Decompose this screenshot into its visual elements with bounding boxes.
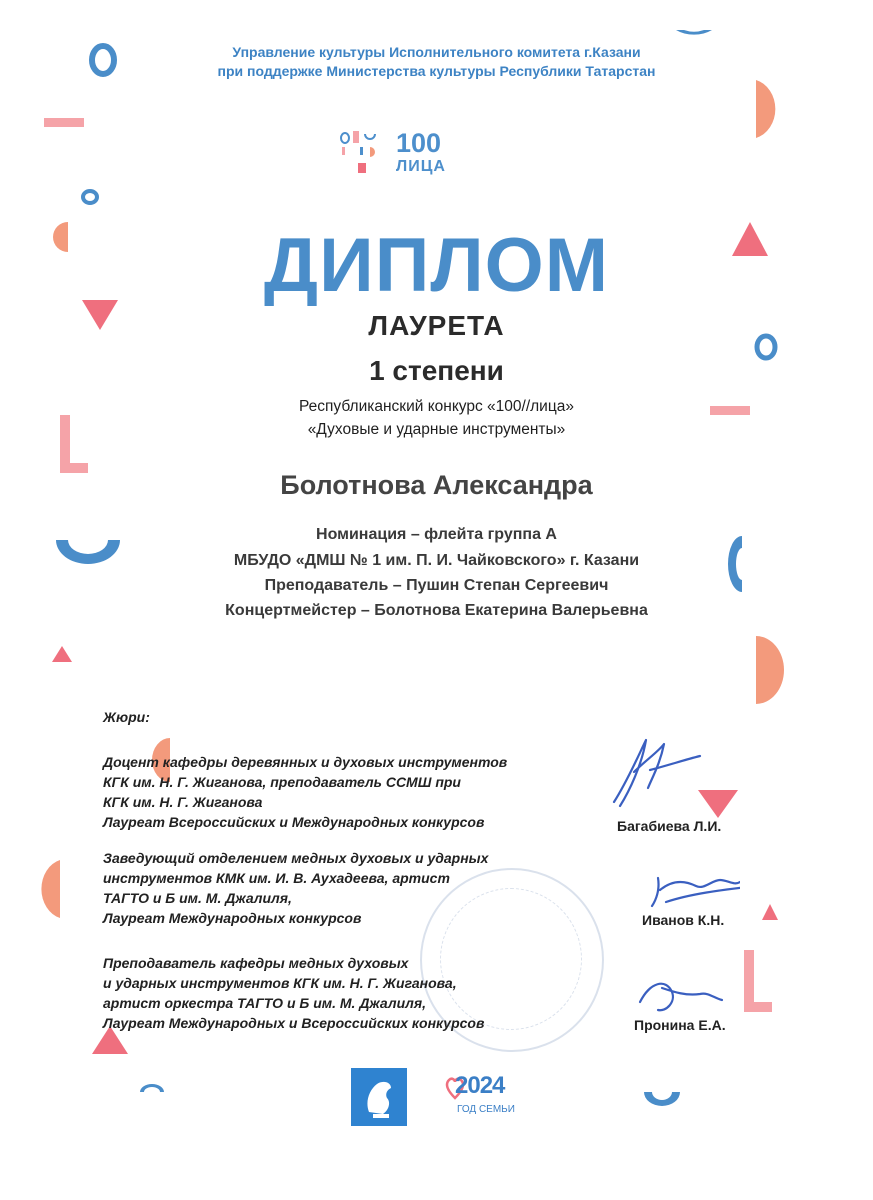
jury-member-1-line: КГК им. Н. Г. Жиганова: [103, 794, 263, 810]
jury-member-2-name: Иванов К.Н.: [642, 912, 725, 928]
deco-arc-blue-r2: [644, 1092, 680, 1106]
deco-triangle-pink-small: [52, 646, 72, 662]
teacher: Преподаватель – Пушин Степан Сергеевич: [264, 577, 609, 594]
diploma-subtitle: ЛАУРЕТА: [368, 310, 505, 341]
snow-leopard-icon: [351, 1068, 407, 1126]
jury-member-2: [103, 848, 603, 928]
signature-2: [652, 878, 740, 906]
deco-half-circle-salmon-r: [756, 80, 775, 138]
kazan-city-emblem: [351, 1068, 407, 1126]
jury-member-3-line: Преподаватель кафедры медных духовых: [103, 955, 409, 971]
jury-member-3-name: Пронина Е.А.: [634, 1017, 726, 1033]
jury-member-1-line: Доцент кафедры деревянных и духовых инструментов: [103, 754, 508, 770]
deco-arc-blue-2: [140, 1084, 164, 1092]
jury-member-1-line: Лауреат Всероссийских и Международных конкурсов: [103, 814, 485, 830]
nomination: Номинация – флейта группа А: [316, 526, 557, 543]
jury-member-3-line: и ударных инструментов КГК им. Н. Г. Жиганова,: [103, 975, 457, 991]
header-line-2: при поддержке Министерства культуры Республики Татарстан: [217, 63, 656, 79]
diploma-degree: 1 степени: [369, 355, 504, 386]
signatures: [600, 730, 740, 1050]
diploma-title: ДИПЛОМ: [263, 223, 610, 308]
jury-member-2-line: Лауреат Международных конкурсов: [103, 910, 362, 926]
logo-number: 100: [396, 128, 442, 158]
year-label: ГОД СЕМЬИ: [457, 1104, 515, 1115]
deco-triangle-red-r2: [762, 904, 778, 920]
header-line-1: Управление культуры Исполнительного комитета г.Казани: [232, 44, 641, 60]
jury-member-2-line: инструментов КМК им. И. В. Аухадеева, артист: [103, 870, 450, 886]
signature-3: [640, 984, 722, 1011]
logo-word: ЛИЦА: [396, 158, 446, 175]
jury-member-2-line: ТАГТО и Б им. М. Джалиля,: [103, 890, 292, 906]
accompanist: Концертмейстер – Болотнова Екатерина Валерьевна: [225, 602, 648, 619]
recipient-name: Болотнова Александра: [280, 470, 593, 500]
competition-name: Республиканский конкурс «100//лица»: [299, 398, 574, 415]
jury-member-3: [103, 953, 603, 1033]
jury-heading: Жюри:: [103, 709, 150, 725]
deco-ring-blue-small: [83, 191, 97, 203]
jury-member-1-line: КГК им. Н. Г. Жиганова, преподаватель ССМШ при: [103, 774, 461, 790]
deco-half-circle-salmon-2: [41, 860, 60, 918]
school: МБУДО «ДМШ № 1 им. П. И. Чайковского» г. Казани: [233, 552, 640, 569]
jury-member-3-line: артист оркестра ТАГТО и Б им. М. Джалиля,: [103, 995, 426, 1011]
deco-bar-pink: [44, 118, 84, 127]
year-of-family-logo: [445, 1068, 515, 1128]
signature-1: [614, 740, 700, 806]
jury-member-1: [103, 752, 603, 832]
deco-arc-blue-top: [676, 30, 712, 35]
jury-member-1-name: Багабиева Л.И.: [617, 818, 722, 834]
deco-half-circle-salmon-r2: [756, 636, 784, 704]
competition-category: «Духовые и ударные инструменты»: [307, 421, 566, 438]
deco-corner-pink-r: [744, 950, 772, 1012]
year-number: 2024: [455, 1072, 505, 1099]
jury-member-2-line: Заведующий отделением медных духовых и ударных: [103, 850, 489, 866]
jury-member-3-line: Лауреат Международных и Всероссийских конкурсов: [103, 1015, 485, 1031]
